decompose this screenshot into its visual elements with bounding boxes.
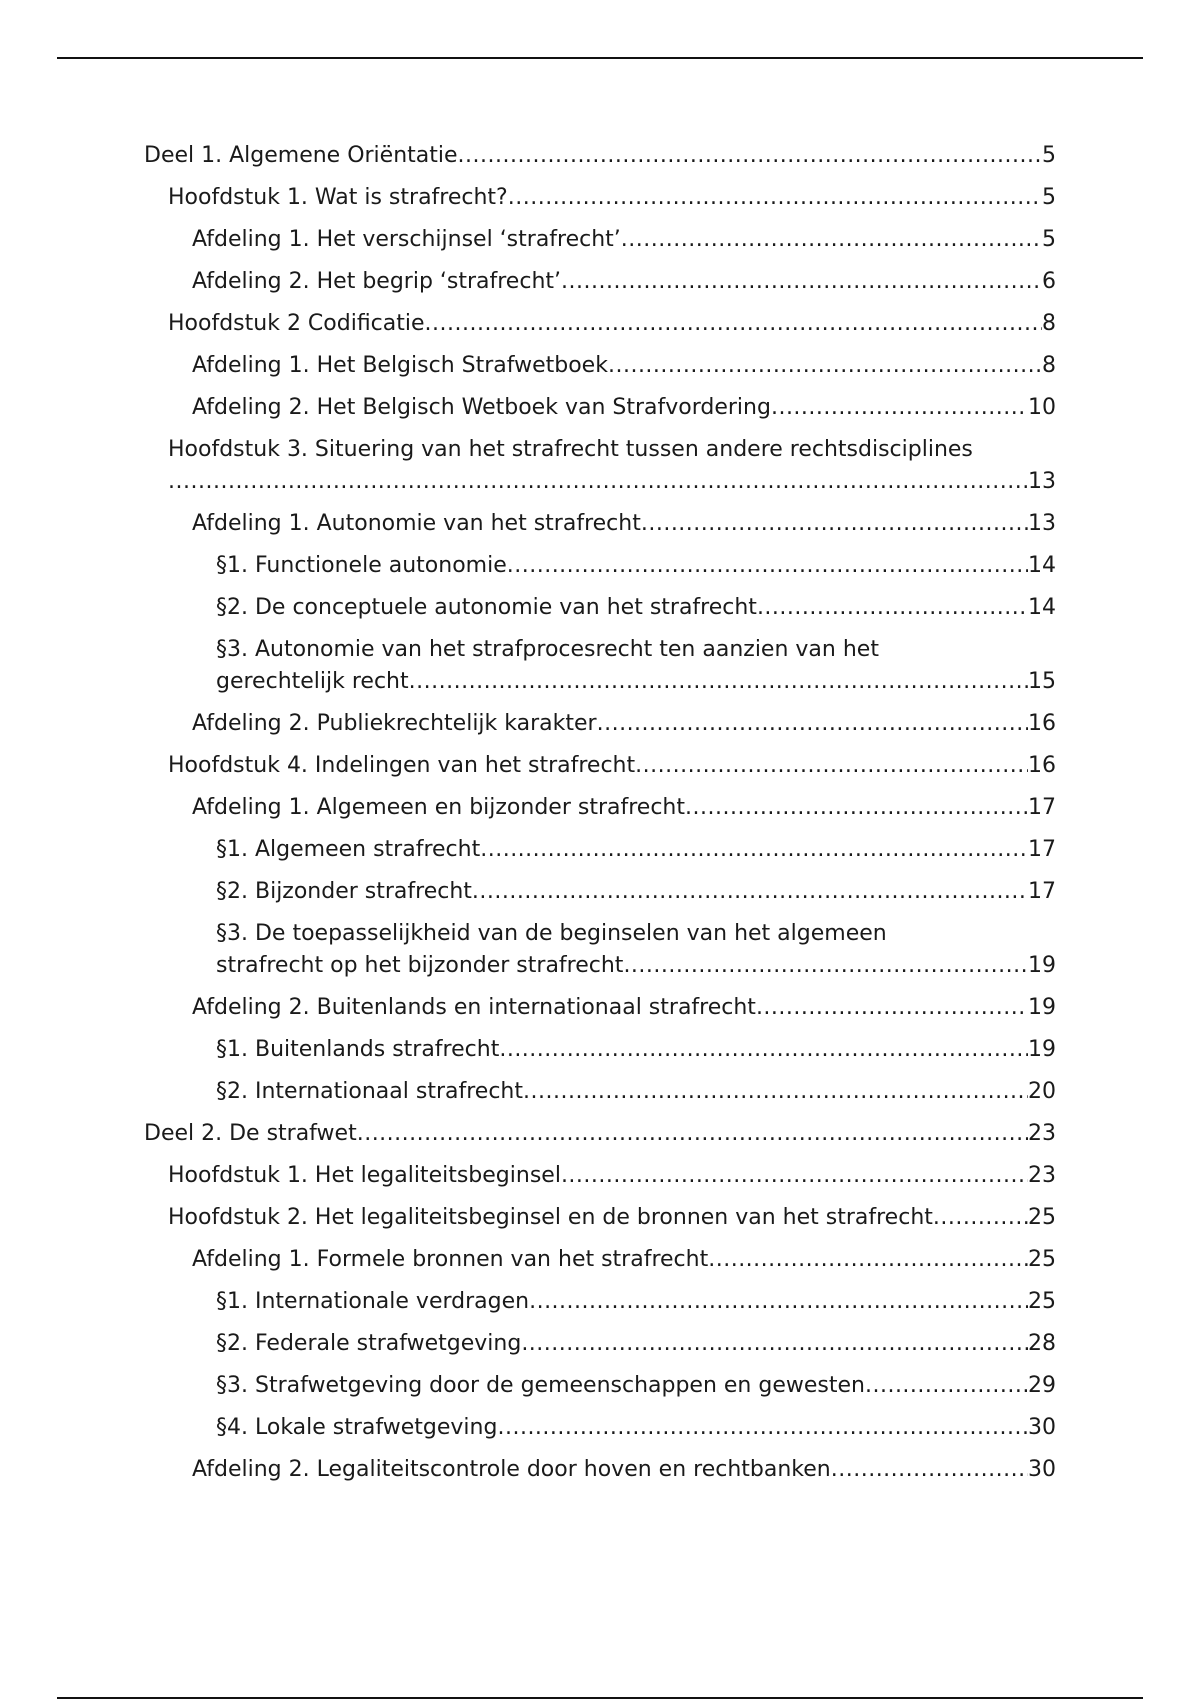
toc-entry-page-number: 23 [1028,1121,1056,1146]
toc-entry-page-number: 30 [1028,1415,1056,1440]
toc-entry[interactable] [144,1372,1056,1400]
dot-leader [508,184,1042,212]
dot-leader [168,468,1028,496]
toc-entry-title: Hoofdstuk 1. Het legaliteitsbeginsel [168,1163,561,1188]
toc-entry[interactable] [144,142,1056,170]
dot-leader [521,1330,1028,1358]
toc-entry[interactable] [144,836,1056,864]
toc-entry-title: Hoofdstuk 3. Situering van het strafrecht tussen andere rechtsdisciplines [168,437,973,462]
toc-entry-page-number: 15 [1028,669,1056,694]
dot-leader [561,268,1042,296]
toc-entry-page-number: 28 [1028,1331,1056,1356]
toc-entry-title-continued: gerechtelijk recht [216,669,409,694]
toc-entry-page-number: 17 [1028,795,1056,820]
toc-entry-title: §3. Autonomie van het strafprocesrecht ten aanzien van het [216,637,879,662]
toc-entry-title: §1. Internationale verdragen [216,1289,530,1314]
dot-leader [529,1288,1028,1316]
toc-entry-page-number: 23 [1028,1163,1056,1188]
toc-entry-title: Afdeling 2. Buitenlands en internationaal strafrecht [192,995,756,1020]
toc-entry-page-number: 14 [1028,595,1056,620]
dot-leader [757,594,1028,622]
toc-entry-page-number: 19 [1028,995,1056,1020]
toc-entry-title: Deel 1. Algemene Oriëntatie [144,143,458,168]
toc-entry-page-number: 13 [1028,511,1056,536]
toc-entry-title: Afdeling 2. Publiekrechtelijk karakter [192,711,597,736]
toc-entry-title: Afdeling 2. Legaliteitscontrole door hoven en rechtbanken [192,1457,831,1482]
dot-leader [933,1204,1028,1232]
dot-leader [425,310,1042,338]
toc-entry-page-number: 25 [1028,1247,1056,1272]
toc-entry-title: Hoofdstuk 4. Indelingen van het strafrecht [168,753,636,778]
dot-leader [409,668,1028,696]
toc-entry-title: §2. De conceptuele autonomie van het strafrecht [216,595,757,620]
toc-entry-page-number: 25 [1028,1289,1056,1314]
dot-leader [458,142,1042,170]
toc-entry-title: §2. Federale strafwetgeving [216,1331,522,1356]
toc-entry-page-number: 16 [1028,711,1056,736]
dot-leader [756,994,1028,1022]
toc-entry[interactable] [144,184,1056,212]
toc-entry-title: §1. Algemeen strafrecht [216,837,481,862]
toc-entry-page-number: 25 [1028,1205,1056,1230]
dot-leader [480,836,1028,864]
toc-entry-title-continued: strafrecht op het bijzonder strafrecht [216,953,624,978]
dot-leader [621,226,1042,254]
toc-entry-title: §1. Functionele autonomie [216,553,507,578]
toc-entry-page-number: 5 [1042,185,1056,210]
toc-entry-title: §3. Strafwetgeving door de gemeenschappen en gewesten [216,1373,865,1398]
toc-entry-page-number: 6 [1042,269,1056,294]
toc-entry[interactable] [144,1120,1056,1148]
toc-entry-page-number: 17 [1028,879,1056,904]
dot-leader [708,1246,1028,1274]
toc-entry-page-number: 5 [1042,227,1056,252]
dot-leader [597,710,1028,738]
toc-entry-title: Afdeling 1. Het verschijnsel ‘strafrecht’ [192,227,621,252]
toc-entry-page-number: 17 [1028,837,1056,862]
toc-entry[interactable] [144,1288,1056,1316]
dot-leader [499,1036,1028,1064]
toc-entry[interactable] [144,752,1056,780]
dot-leader [635,752,1028,780]
toc-entry[interactable] [144,436,1056,496]
toc-entry[interactable] [144,226,1056,254]
toc-entry-title: §2. Internationaal strafrecht [216,1079,523,1104]
toc-entry-title: Afdeling 1. Formele bronnen van het strafrecht [192,1247,709,1272]
toc-entry[interactable] [144,310,1056,338]
toc-entry[interactable] [144,1204,1056,1232]
toc-entry-title: Afdeling 2. Het begrip ‘strafrecht’ [192,269,562,294]
header-rule [57,57,1143,59]
table-of-contents [144,142,1056,1498]
dot-leader [831,1456,1028,1484]
dot-leader [771,394,1028,422]
toc-entry[interactable] [144,394,1056,422]
toc-entry[interactable] [144,1414,1056,1442]
toc-entry[interactable] [144,552,1056,580]
toc-entry[interactable] [144,1456,1056,1484]
toc-entry-title: Hoofdstuk 2. Het legaliteitsbeginsel en de bronnen van het strafrecht [168,1205,933,1230]
toc-entry-page-number: 20 [1028,1079,1056,1104]
toc-entry[interactable] [144,794,1056,822]
dot-leader [561,1162,1028,1190]
dot-leader [523,1078,1028,1106]
toc-entry[interactable] [144,920,1056,980]
toc-entry-title: §1. Buitenlands strafrecht [216,1037,500,1062]
toc-entry-title: Afdeling 1. Algemeen en bijzonder strafrecht [192,795,685,820]
toc-entry-title: §4. Lokale strafwetgeving [216,1415,498,1440]
toc-entry[interactable] [144,594,1056,622]
toc-entry[interactable] [144,1330,1056,1358]
toc-entry-page-number: 8 [1042,311,1056,336]
toc-entry-page-number: 29 [1028,1373,1056,1398]
toc-entry[interactable] [144,352,1056,380]
toc-entry[interactable] [144,1078,1056,1106]
toc-entry-page-number: 16 [1028,753,1056,778]
toc-entry-page-number: 5 [1042,143,1056,168]
dot-leader [472,878,1028,906]
toc-entry-page-number: 19 [1028,1037,1056,1062]
toc-entry-page-number: 10 [1028,395,1056,420]
toc-entry[interactable] [144,878,1056,906]
dot-leader [685,794,1028,822]
toc-entry-page-number: 13 [1028,469,1056,494]
dot-leader [623,952,1028,980]
toc-entry-page-number: 14 [1028,553,1056,578]
footer-rule [57,1697,1143,1699]
toc-entry[interactable] [144,710,1056,738]
toc-entry[interactable] [144,268,1056,296]
dot-leader [608,352,1042,380]
toc-entry-title: §3. De toepasselijkheid van de beginselen van het algemeen [216,921,887,946]
toc-entry-page-number: 19 [1028,953,1056,978]
toc-entry[interactable] [144,994,1056,1022]
toc-entry-page-number: 8 [1042,353,1056,378]
toc-entry-title: Deel 2. De strafwet [144,1121,357,1146]
toc-entry[interactable] [144,1036,1056,1064]
toc-entry-title: §2. Bijzonder strafrecht [216,879,472,904]
toc-entry[interactable] [144,636,1056,696]
toc-entry-title: Hoofdstuk 1. Wat is strafrecht? [168,185,508,210]
toc-entry[interactable] [144,1162,1056,1190]
dot-leader [641,510,1028,538]
toc-entry-page-number: 30 [1028,1457,1056,1482]
toc-entry-title: Afdeling 1. Autonomie van het strafrecht [192,511,641,536]
toc-entry[interactable] [144,510,1056,538]
dot-leader [497,1414,1028,1442]
dot-leader [865,1372,1028,1400]
dot-leader [357,1120,1028,1148]
toc-entry-title: Afdeling 1. Het Belgisch Strafwetboek [192,353,608,378]
toc-entry-title: Afdeling 2. Het Belgisch Wetboek van Strafvordering [192,395,771,420]
toc-entry-title: Hoofdstuk 2 Codificatie [168,311,425,336]
toc-entry[interactable] [144,1246,1056,1274]
dot-leader [507,552,1028,580]
